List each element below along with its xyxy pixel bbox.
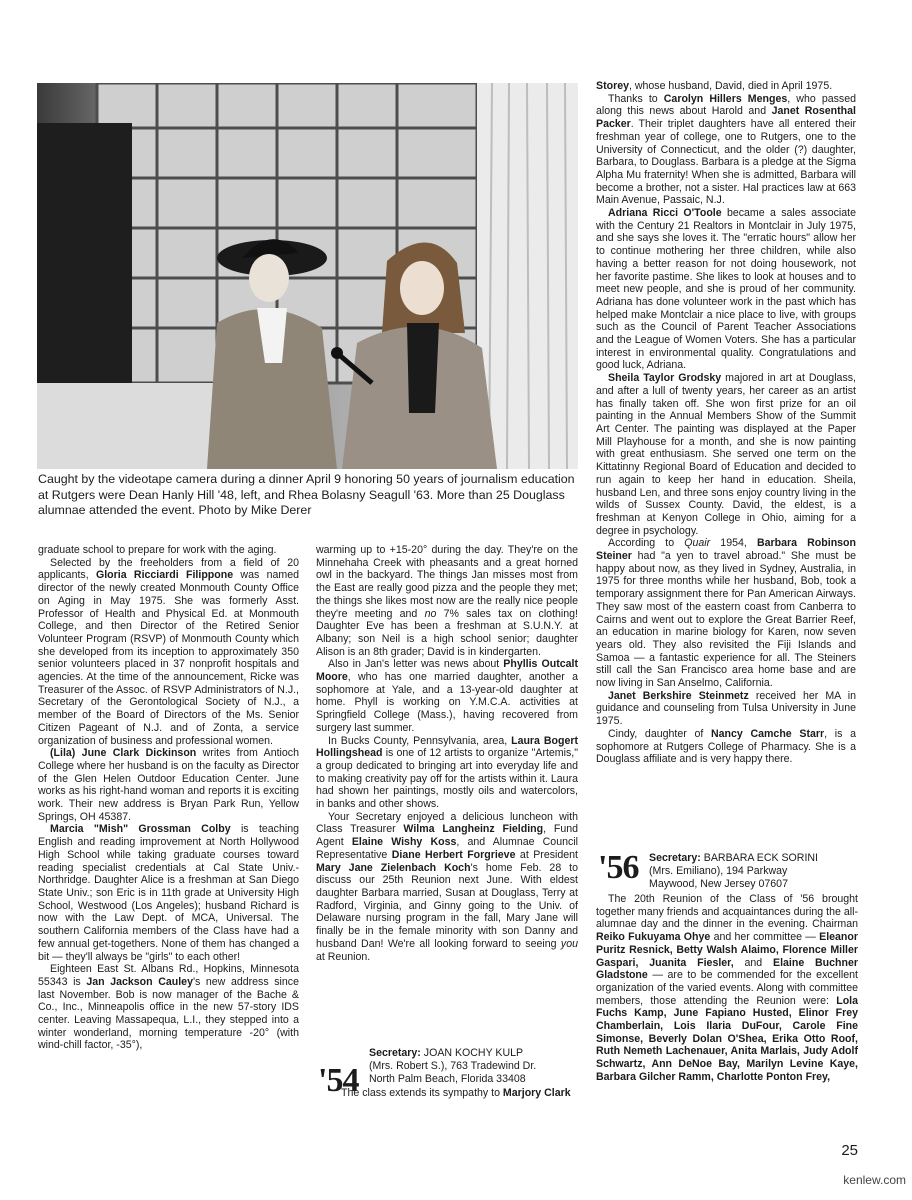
class-year-56: '56 xyxy=(598,849,639,886)
paragraph xyxy=(38,544,299,557)
text-run: According to xyxy=(608,537,685,550)
italic-text: no xyxy=(424,607,437,620)
bold-name: Jan Jackson Cauley xyxy=(86,975,193,988)
paragraph xyxy=(316,544,578,658)
bold-name: Mary Jane Zielenbach Koch xyxy=(316,861,471,874)
article-column-middle-54 xyxy=(329,1087,579,1100)
class-54-secretary xyxy=(369,1047,536,1086)
photograph xyxy=(37,83,578,469)
text-run: is teaching English and reading improvement at North Hollywood High School while taking graduate courses toward reading specialist credentials at Cal State Univ.-Northridge. Daughter Alice is a freshman at San Diego State Univ.; son Eric is in 11th grade at University High School, Westwood (Los Angeles); husband Richard is now with the Law Dept. of MCA, Universal. The southern California members of the Class have had a few annual get-togethers. None of them has changed a bit — they'll always be "girls" to each other! xyxy=(38,823,299,963)
italic-text: you xyxy=(560,937,578,950)
text-run: was named director of the newly created Monmouth County Office on Aging in May 1975. She was formerly Asst. Professor of Health and Physical Ed. at Monmouth College, and then Director of the Retired Senior Volunteer Program (RSVP) of Monmouth County which she developed from its inception to approximately 350 senior volunteers placed in 37 nonprofit hospitals and agencies. At the time of the announcement, Ricke was Treasurer of the Assoc. of RSVP Administrators of N.J., Secretary of the Gerontological Society of N.J., a member of the Board of Directors of the Ms. Senior Citizen Pageant of N.J. and of Zonta, a service organization of business and professional women. xyxy=(38,569,299,747)
paragraph xyxy=(596,537,856,689)
text-run: and xyxy=(733,956,773,969)
page-number: 25 xyxy=(841,1142,858,1159)
paragraph xyxy=(596,80,856,93)
bold-name: Marjory Clark xyxy=(502,1087,571,1099)
text-run: 's new address since last November. Bob is now manager of the Bache & Co., Inc., Minneapolis office in the new 57-story IDS center. Leaving Massapequa, L.I., they stepped into a winter wonderland, morning temperature -20° (with wind-chill factor, -35°), xyxy=(38,975,299,1052)
class-56-secretary xyxy=(649,852,818,891)
secretary-name: JOAN KOCHY KULP xyxy=(423,1047,524,1059)
text-run: and her committee — xyxy=(710,931,820,944)
text-run: Eighteen East St. Albans Rd., Hopkins, Minnesota 55343 is xyxy=(38,963,299,988)
bold-name: Elaine Wishy Koss xyxy=(351,836,457,849)
article-column-right-56 xyxy=(596,893,858,1084)
secretary-address-line-1: (Mrs. Emiliano), 194 Parkway xyxy=(649,865,788,877)
text-run: — are to be commended for the excellent organization of the varied events. Along with committee members, those attending the Reunion were: xyxy=(596,969,858,1007)
secretary-address-line-2: Maywood, New Jersey 07607 xyxy=(649,878,788,890)
text-run: is one of 12 artists to organize "Artemis," a group dedicated to bringing art into everyday life and to making creativity pay off for the artists within it. Laura had shown her paintings, mostly oils and watercolors, in banks and other shows. xyxy=(316,747,578,811)
bold-name: Wilma Langheinz Fielding xyxy=(403,823,544,836)
bold-name: Gloria Ricciardi Filippone xyxy=(95,569,234,582)
text-run: Your Secretary enjoyed a delicious luncheon with Class Treasurer xyxy=(316,810,578,836)
text-run: Selected by the freeholders from a field of 20 applicants, xyxy=(38,556,299,582)
bold-name: Diane Herbert Forgrieve xyxy=(391,848,516,861)
paragraph xyxy=(316,811,578,963)
text-run: , is a sophomore at Rutgers College of Pharmacy. She is a Douglass affiliate and is very happy there. xyxy=(596,727,856,766)
paragraph xyxy=(596,93,856,207)
secretary-address-line-2: North Palm Beach, Florida 33408 xyxy=(369,1073,526,1085)
bold-name: Janet Berkshire Steinmetz xyxy=(608,689,749,702)
bold-name: Elaine Buchner Gladstone xyxy=(596,956,859,982)
bold-name: Eleanor Puritz Resnick, Betty Walsh Alaimo, Florence Miller Gaspari, Juanita Fiesler, xyxy=(596,931,858,969)
bold-name: Laura Bogert Hollingshead xyxy=(316,734,578,760)
bold-name: Storey xyxy=(596,80,629,92)
text-run: , Fund Agent xyxy=(316,823,578,849)
text-run: graduate school to prepare for work with the aging. xyxy=(38,544,277,556)
paragraph xyxy=(596,728,856,766)
bold-name: Janet Rosenthal Packer xyxy=(596,105,856,131)
photo-icon xyxy=(37,83,578,469)
article-column-left xyxy=(38,544,299,1052)
paragraph xyxy=(596,207,856,372)
text-run: In Bucks County, Pennsylvania, area, xyxy=(328,734,512,747)
text-run: received her MA in guidance and counseling from Tulsa University in June 1975. xyxy=(596,689,856,728)
paragraph xyxy=(329,1087,579,1100)
bold-name: Reiko Fukuyama Ohye xyxy=(596,931,711,944)
secretary-label: Secretary: xyxy=(369,1047,421,1059)
photo-caption: Caught by the videotape camera during a dinner April 9 honoring 50 years of journalism education at Rutgers were Dean Hanly Hill '48, left, and Rhea Bolasny Seagull '63. More than 25 Douglass alumnae attended the event. Photo by Mike Derer xyxy=(38,472,575,517)
bold-name: Nancy Camche Starr xyxy=(710,727,825,740)
bold-name: (Lila) June Clark Dickinson xyxy=(50,747,197,760)
paragraph xyxy=(596,893,858,1084)
bold-name: Carolyn Hillers Menges xyxy=(663,92,788,105)
text-run: had "a yen to travel abroad." She must be happy about now, as they lived in Sydney, Australia, in 1975 for three months while her husband, Bob, took a temporary assignment there for Pan American Airways. They saw most of the eastern coast from Canberra to Cairns and went out to explore the Great Barrier Reef, an education in marine biology for Karen, now seven years old. They also revisited the Fiji Islands and Samoa — a fantastic experience for all. The Steiners still call the San Francisco area home base and are now living in San Anselmo, California. xyxy=(596,550,856,690)
paragraph xyxy=(38,823,299,963)
article-column-right xyxy=(596,80,856,766)
paragraph xyxy=(596,372,856,537)
bold-name: Marcia "Mish" Grossman Colby xyxy=(50,823,231,836)
text-run: , who has one married daughter, another a sophomore at Yale, and a 13-year-old daughter at home. Phyll is working on Y.M.C.A. activities at Springfield College (Mass.), having recovered from surgery last summer. xyxy=(316,671,578,734)
text-run: at Reunion. xyxy=(316,950,371,963)
secretary-label: Secretary: xyxy=(649,852,701,864)
paragraph xyxy=(316,735,578,811)
italic-text: Quair xyxy=(684,537,711,550)
text-run: became a sales associate with the Century 21 Realtors in Montclair in July 1975, and she says she loves it. The "erratic hours" allow her to continue mothering her three children, while also having a better reason for not doing housework, not her favorite pastime. She likes to look at houses and to meet new people, and she is proud of her community. Adriana has done volunteer work in the past which has helped make Montclair a nice place to live, with groups such as the Council of Parent Teacher Associations and the League of Women Voters. She has a particular interest in environmental quality. Congratulations and good luck, Adriana. xyxy=(596,207,857,372)
text-run: . Their triplet daughters have all entered their freshman year of college, one to Rutgers, one to the University of Connecticut, and the older (?) daughter, Barbara, to Douglass. Barbara is a pledge at the Sigma Alpha Mu fraternity! When she is admitted, Barbara will become a brother, not a sister. Hal practices law at 663 Main Avenue, Passaic, N.J. xyxy=(596,118,856,207)
text-run: 's home Feb. 28 to discuss our 25th Reunion next June. With eldest daughter Barbara married, Susan at Douglass, Terry at Radford, Virginia, and Ginny going to the Univ. of Delaware nursing program in the fall, Mary Jane will finally be in the female minority with son Danny and husband Dan! We're all looking forward to seeing xyxy=(316,861,578,950)
class-year-54: '54 xyxy=(318,1062,359,1099)
paragraph xyxy=(316,658,578,734)
paragraph xyxy=(38,963,299,1052)
paragraph xyxy=(596,690,856,728)
secretary-address-line-1: (Mrs. Robert S.), 763 Tradewind Dr. xyxy=(369,1060,537,1072)
bold-name: Lola Fuchs Kamp, June Fapiano Husted, Elinor Frey Chamberlain, Lois Ilaria DuFour, Carole Fine Simonse, Beverly Dolan O'Shea, Erika Otto Roof, Ruth Nemeth Lachenauer, Anita Marlais, Judy Adolf Schwartz, Ann DeNoe Bay, Marilyn Levine Kaye, Barbara Gilcher Ramm, Charlotte Ponton Frey, xyxy=(596,994,858,1083)
bold-name: Barbara Robinson Steiner xyxy=(596,537,856,563)
text-run: Thanks to xyxy=(608,92,664,105)
text-run: , whose husband, David, died in April 1975. xyxy=(628,80,833,92)
bold-name: Sheila Taylor Grodsky xyxy=(608,372,722,385)
text-run: at President xyxy=(515,848,578,861)
secretary-name: BARBARA ECK SORINI xyxy=(703,852,818,864)
paragraph xyxy=(38,747,299,823)
text-run: 7% sales tax on clothing! Daughter Eve has been a freshman at S.U.N.Y. at Albany; son Neil is a high school senior; daughter Alison is an 8th grader; David is in kindergarten. xyxy=(316,607,578,658)
text-run: , who passed along this news about Harold and xyxy=(596,92,856,118)
source-credit: kenlew.com xyxy=(843,1173,906,1187)
bold-name: Phyllis Outcalt Moore xyxy=(316,658,578,684)
text-run: majored in art at Douglass, and after a lull of twenty years, her career as an artist has finally taken off. She won first prize for an oil painting in the Annual Members Show of the Summit Art Center. The painting was displayed at the Paper Mill Playhouse for a month, and she is now painting with great enthusiasm. She served one term on the Kittatinny Regional Board of Education and decided to run again to keep her hand in education. Sheila, husband Len, and three sons enjoy country living in the wilds of Sussex County. David, the eldest, is a freshman at Kenyon College in Ohio, aiming for a degree in psychology. xyxy=(596,372,856,537)
text-run: The class extends its sympathy to xyxy=(341,1087,503,1099)
text-run: writes from Antioch College where her husband is on the faculty as Director of the Glen Helen Outdoor Education Center. June works as his right-hand woman and reports it is exciting work. Their new address is Bryan Park Run, Yellow Springs, OH 45387. xyxy=(38,747,299,823)
text-run: The 20th Reunion of the Class of '56 brought together many friends and acquaintances during the all-alumnae day and the dinner in the evening. Chairman xyxy=(596,893,858,931)
text-run: 1954, xyxy=(710,537,757,550)
article-column-middle xyxy=(316,544,578,963)
bold-name: Adriana Ricci O'Toole xyxy=(608,207,722,220)
paragraph xyxy=(38,557,299,748)
text-run: warming up to +15-20° during the day. They're on the Minnehaha Creek with pheasants and a great horned owl in the backyard. The things Jan misses most from the East are really good pizza and the people they met; the things she likes most now are the really nice people they're meeting and xyxy=(316,544,578,620)
text-run: Also in Jan's letter was news about xyxy=(328,658,504,671)
text-run: Cindy, daughter of xyxy=(608,727,711,740)
text-run: , and Alumnae Council Representative xyxy=(316,836,578,861)
